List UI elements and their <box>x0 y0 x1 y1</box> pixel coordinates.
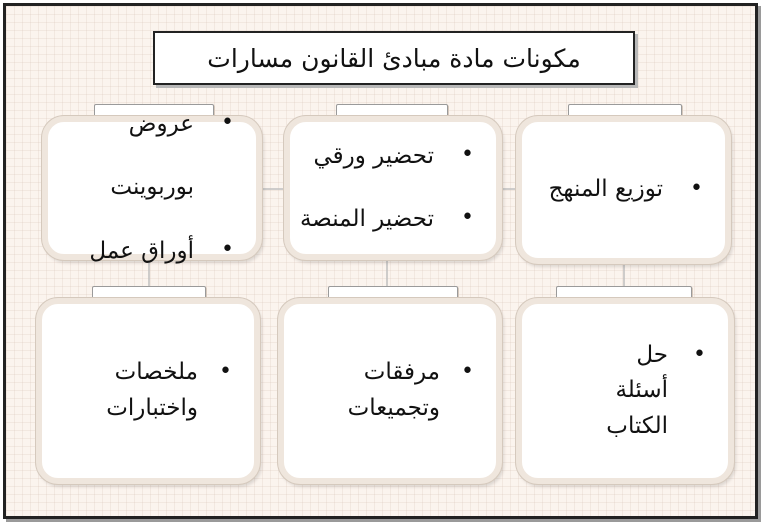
item-text: أوراق عمل <box>89 237 194 264</box>
box-top-left <box>42 110 262 264</box>
box-top-middle <box>284 116 502 260</box>
box-list <box>522 122 725 258</box>
box-top-right <box>516 116 731 264</box>
list-item: • مرفقات وتجميعات <box>284 355 496 426</box>
item-text: تحضير ورقي <box>313 142 434 169</box>
list-item: • أوراق عمل <box>48 220 256 283</box>
item-text: توزيع المنهج <box>548 176 663 203</box>
diagram-frame <box>3 3 758 519</box>
title-box <box>153 31 635 85</box>
box-list <box>42 304 254 478</box>
item-text: تحضير المنصة <box>299 206 434 232</box>
box-list <box>284 304 496 478</box>
box-list <box>48 110 256 264</box>
box-bottom-right <box>516 298 734 484</box>
list-item: • ملخصات واختبارات <box>42 355 254 426</box>
box-list <box>522 304 728 478</box>
item-text: عروض بوربوينت <box>110 111 194 201</box>
list-item: • تحضير ورقي <box>290 125 496 188</box>
list-item: • تحضير المنصة <box>290 188 496 251</box>
list-item: • حل أسئلة الكتاب <box>522 338 728 445</box>
box-bottom-middle <box>278 298 502 484</box>
list-item: • عروض بوربوينت <box>48 93 256 220</box>
item-text: مرفقات وتجميعات <box>347 359 440 421</box>
item-text: ملخصات واختبارات <box>106 359 198 421</box>
list-item: • توزيع المنهج <box>522 172 725 208</box>
item-text: حل أسئلة الكتاب <box>606 341 668 439</box>
box-list <box>290 122 496 254</box>
diagram-title: مكونات مادة مبادئ القانون مسارات <box>207 43 581 73</box>
box-bottom-left <box>36 298 260 484</box>
